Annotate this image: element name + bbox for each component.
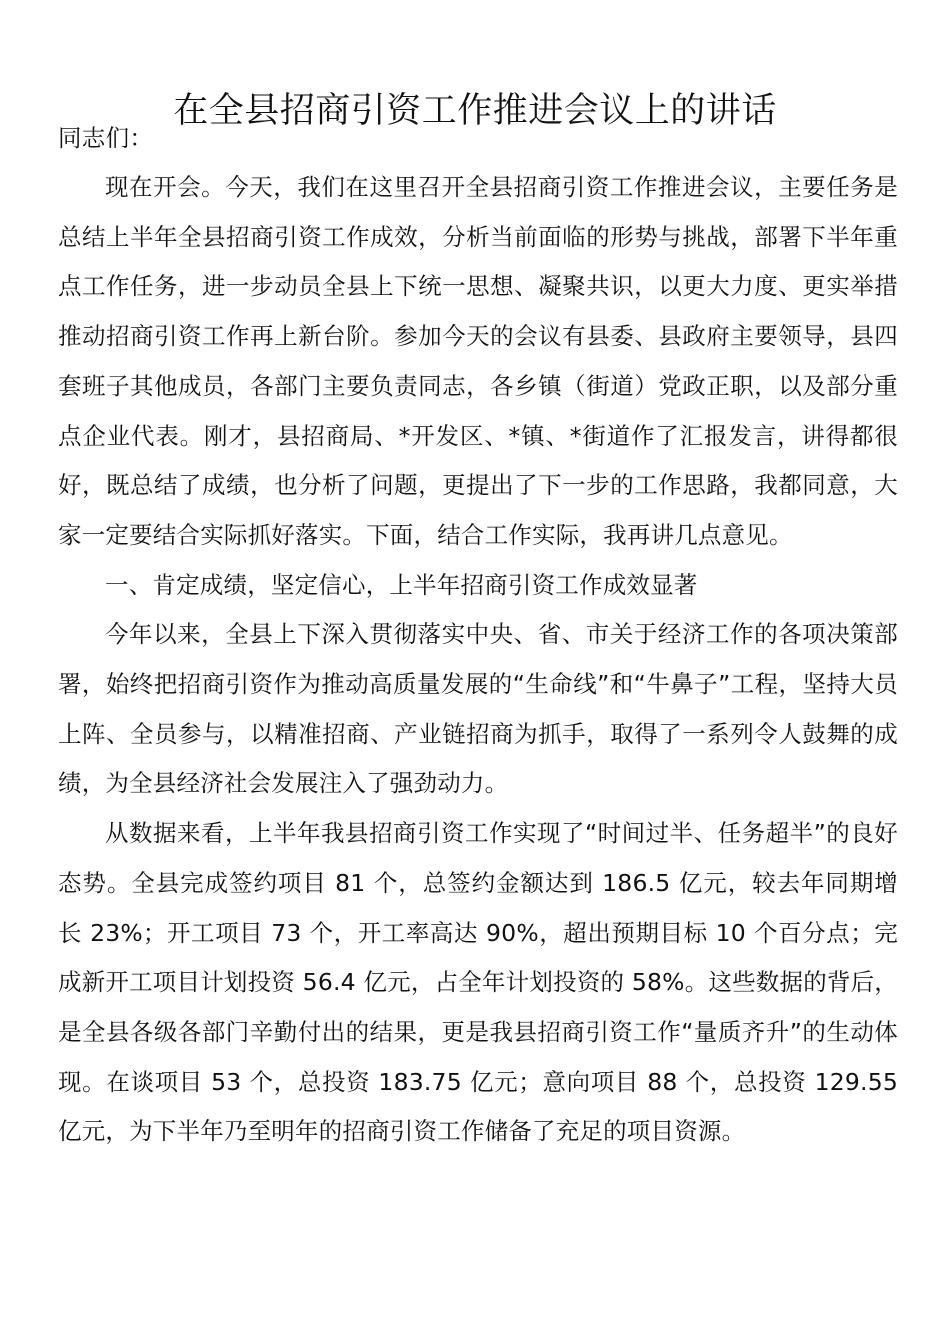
section-heading-1: 一、肯定成绩，坚定信心，上半年招商引资工作成效显著 [105,570,698,599]
section1-paragraph-1: 今年以来，全县上下深入贯彻落实中央、省、市关于经济工作的各项决策部署，始终把招商引资作为推动高质量发展的“生命线”和“牛鼻子”工程，坚持大员上阵、全员参与，以精准招商、产业链招商为抓手，取得了一系列令人鼓舞的成绩，为全县经济社会发展注入了强劲动力。 [58,620,898,798]
intro-paragraph: 现在开会。今天，我们在这里召开全县招商引资工作推进会议，主要任务是总结上半年全县招商引资工作成效，分析当前面临的形势与挑战，部署下半年重点工作任务，进一步动员全县上下统一思想、凝聚共识，以更大力度、更实举措推动招商引资工作再上新台阶。参加今天的会议有县委、县政府主要领导，县四套班子其他成员，各部门主要负责同志，各乡镇（街道）党政正职，以及部分重点企业代表。刚才，县招商局、*开发区、*镇、*街道作了汇报发言，讲得都很好，既总结了成绩，也分析了问题，更提出了下一步的工作思路，我都同意，大家一定要结合实际抓好落实。下面，结合工作实际，我再讲几点意见。 [58,173,898,549]
section1-paragraph-2: 从数据来看，上半年我县招商引资工作实现了“时间过半、任务超半”的良好态势。全县完成签约项目 81 个，总签约金额达到 186.5 亿元，较去年同期增长 23%；开工项目 73 个，开工率高达 90%，超出预期目标 10 个百分点；完成新开工项目计划投资 56.4 亿元，占全年计划投资的 58%。这些数据的背后，是全县各级各部门辛勤付出的结果，更是我县招商引资工作“量质齐升”的生动体现。在谈项目 53 个，总投资 183.75 亿元；意向项目 88 个，总投资 129.55 亿元，为下半年乃至明年的招商引资工作储备了充足的项目资源。 [58,819,898,1146]
salutation: 同志们： [58,124,154,152]
document-title: 在全县招商引资工作推进会议上的讲话 [173,91,777,132]
document-body [58,116,898,1157]
